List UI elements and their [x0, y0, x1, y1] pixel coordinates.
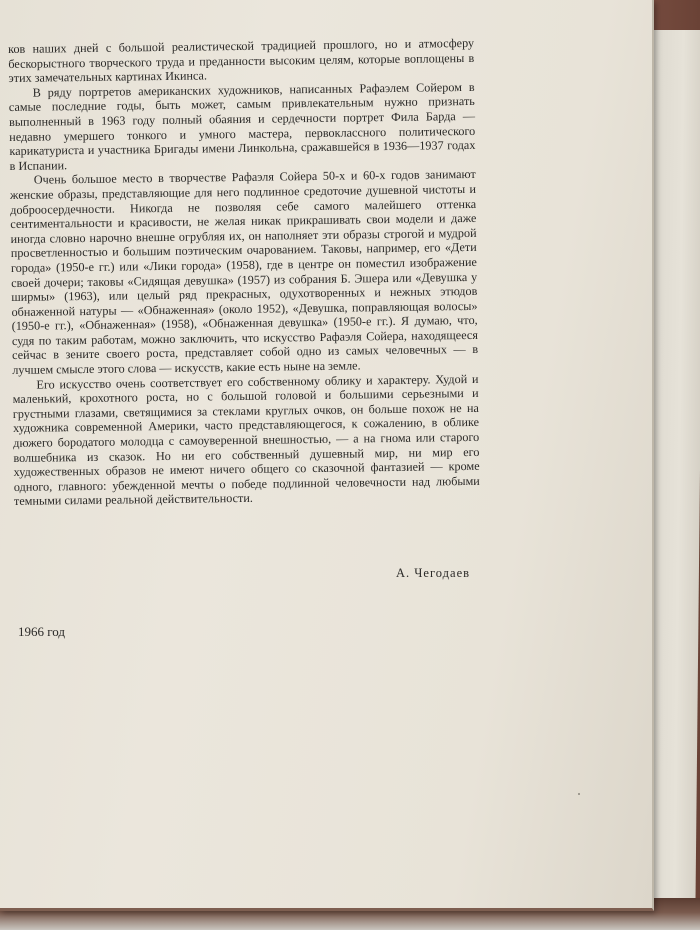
date-line: 1966 год	[18, 624, 65, 639]
article-text	[8, 36, 480, 509]
paragraph-2: В ряду портретов американских художников, написанных Рафаэлем Сойером в самые последние годы, быть может, самым привлекательным нужно признать выполненный в 1963 году полный обаяния и сердечности портрет Фила Барда — недавно умершего тонкого и умного мастера, первоклассного политического карикатуриста и участника Бригады имени Линкольна, сражавшейся в 1936—1937 годах в Испании.	[8, 79, 476, 173]
page-speck	[578, 793, 580, 795]
author-signature: А. Чегодаев	[396, 566, 471, 580]
paragraph-3: Очень большое место в творчестве Рафаэля Сойера 50-х и 60-х годов занимают женские образы, представляющие для него подлинное средоточие душевной чистоты и доброосердечности. Никогда не позволяя себе самого малейшего оттенка сентиментальности и красивости, не желая никак прикрашивать свои модели и даже иногда словно нарочно внешне огрубляя их, он наполняет эти образы строгой и мудрой просветленностью и большим поэтическим очарованием. Таковы, например, его «Дети города» (1950-е гг.) или «Лики города» (1958), где в центре он поместил изображение своей дочери; таковы «Сидящая девушка» (1957) из собрания Б. Эшера или «Девушка у ширмы» (1963), или целый ряд прекрасных, одухотворенных и нежных этюдов обнаженной натуры — «Обнаженная» (около 1952), «Девушка, поправляющая волосы» (1950-е гг.), «Обнаженная» (1958), «Обнаженная девушка» (1950-е гг.). Я думаю, что, судя по таким работам, можно заключить, что искусство Рафаэля Сойера, находящееся сейчас в зените своего роста, представляет собой одно из самых человечных — в лучшем смысле этого слова — искусств, какие есть ныне на земле.	[9, 167, 479, 378]
paragraph-4: Его искусство очень соответствует его собственному облику и характеру. Худой и маленький, крохотного роста, но с большой головой и большими серьезными и грустными глазами, светящимися за стеклами круглых очков, он больше похож не на художника современной Америки, часто представляющегося, к сожалению, в облике дюжего бородатого молодца с самоуверенной внешностью, — а на гнома или старого волшебника из сказок. Но ни его собственный душевный мир, ни мир его художественных образов не имеют ничего общего со сказочной фантазией — кроме одного, главного: убежденной мечты о победе подлинной человечности над любыми темными силами реальной действительности.	[12, 371, 480, 509]
paragraph-1: ков наших дней с большой реалистической традицией прошлого, но и атмосферу бескорыстного творческого труда и преданности высоким целям, которые воплощены в этих замечательных картинах Икинса.	[8, 35, 475, 86]
